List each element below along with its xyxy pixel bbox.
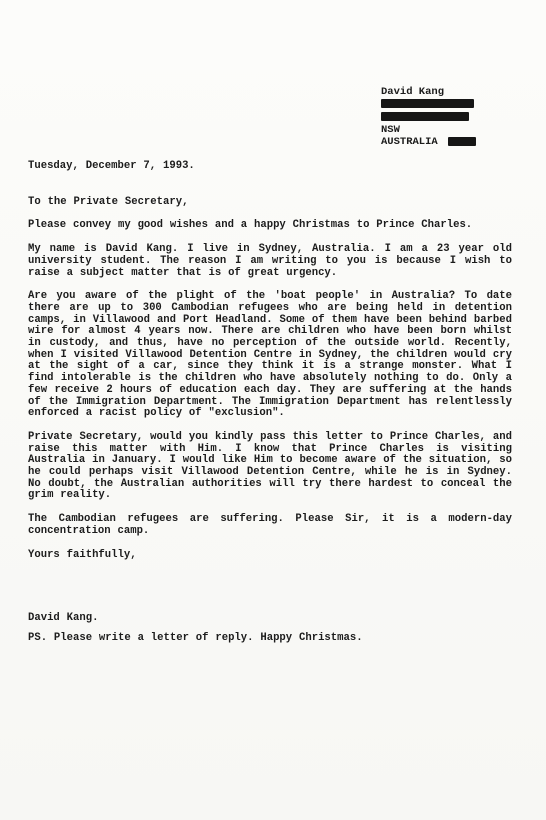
letter-postscript: PS. Please write a letter of reply. Happy Christmas. <box>28 631 363 644</box>
letter-closing: Yours faithfully, <box>28 548 137 561</box>
redacted-address-line-2 <box>381 111 476 124</box>
sender-name: David Kang <box>381 86 445 98</box>
letter-paragraph: My name is David Kang. I live in Sydney, Australia. I am a 23 year old university student. The reason I am writing to you is because I wish to raise a subject matter that is of great urgency. <box>28 243 512 279</box>
sender-address-block <box>381 86 476 149</box>
sender-state: NSW <box>381 123 400 136</box>
letter-date: Tuesday, December 7, 1993. <box>28 160 195 172</box>
redacted-address-line-1 <box>381 99 476 112</box>
redacted-postcode <box>448 137 476 146</box>
letter-body <box>28 161 512 657</box>
letter-salutation: To the Private Secretary, <box>28 195 189 208</box>
letter-paragraph: Are you aware of the plight of the 'boat people' in Australia? To date there are up to 300 Cambodian refugees who are being held in detention camps, in Villawood and Port Headland. Some of them have been behind barbed wire for almost 4 years now. There are children who have been born whilst in custody, and thus, have no perception of the outside world. Recently, when I visited Villawood Detention Centre in Sydney, the children would cry at the sight of a car, since they think it is a strange monster. What I find intolerable is the children who have absolutely nothing to do. Only a few receive 2 hours of education each day. They are suffering at the hands of the Immigration Department. The Immigration Department has relentlessly enforced a racist policy of "exclusion". <box>28 290 512 420</box>
letter-signature: David Kang. <box>28 612 99 625</box>
letter-paragraph: The Cambodian refugees are suffering. Please Sir, it is a modern-day concentration camp. <box>28 513 512 537</box>
letter-paragraph: Please convey my good wishes and a happy Christmas to Prince Charles. <box>28 219 473 232</box>
sender-country: AUSTRALIA <box>381 136 438 148</box>
sender-country-line <box>381 136 476 149</box>
letter-paragraph: Private Secretary, would you kindly pass this letter to Prince Charles, and raise this matter with Him. I know that Prince Charles is visiting Australia in January. I would like Him to become aware of the situation, so he could perhaps visit Villawood Detention Centre, while he is in Sydney. No doubt, the Australian authorities will try there hardest to conceal the grim reality. <box>28 430 512 502</box>
